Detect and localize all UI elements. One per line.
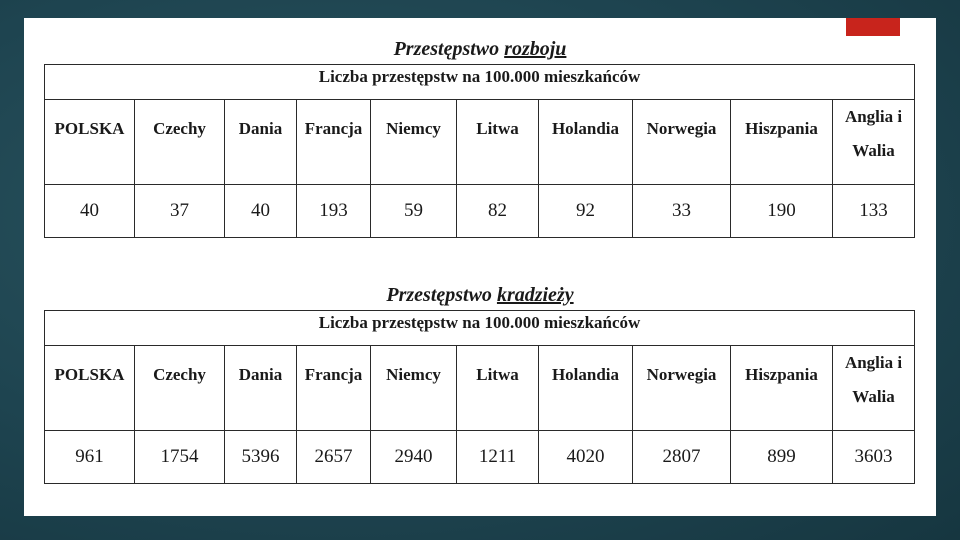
theft-title-prefix: Przestępstwo — [386, 284, 497, 306]
table-cell: 37 — [135, 185, 225, 238]
table-cell: 2657 — [297, 431, 371, 484]
slide — [24, 18, 936, 516]
table-cell: 33 — [633, 185, 731, 238]
robbery-value-row — [45, 185, 915, 238]
column-header: Norwegia — [633, 346, 731, 431]
table-cell: 82 — [457, 185, 539, 238]
column-header: Litwa — [457, 346, 539, 431]
column-header: Hiszpania — [731, 100, 833, 185]
column-header: Anglia i Walia — [833, 100, 915, 185]
table-cell: 2940 — [371, 431, 457, 484]
table-cell: 1211 — [457, 431, 539, 484]
robbery-table — [44, 64, 915, 238]
table-cell: 133 — [833, 185, 915, 238]
table-cell: 1754 — [135, 431, 225, 484]
table-cell: 5396 — [225, 431, 297, 484]
theft-title-underlined: kradzieży — [496, 284, 574, 306]
column-header: Norwegia — [633, 100, 731, 185]
theft-title — [24, 284, 936, 307]
table-cell: 40 — [45, 185, 135, 238]
column-header: Hiszpania — [731, 346, 833, 431]
table-cell: 190 — [731, 185, 833, 238]
column-header: Francja — [297, 100, 371, 185]
table-cell: 92 — [539, 185, 633, 238]
theft-table-caption: Liczba przestępstw na 100.000 mieszkańców — [45, 311, 915, 346]
column-header: Czechy — [135, 346, 225, 431]
column-header: Niemcy — [371, 100, 457, 185]
theft-header-row — [45, 346, 915, 431]
column-header: Anglia i Walia — [833, 346, 915, 431]
column-header: Czechy — [135, 100, 225, 185]
table-cell: 2807 — [633, 431, 731, 484]
column-header: Niemcy — [371, 346, 457, 431]
column-header: Holandia — [539, 346, 633, 431]
table-cell: 40 — [225, 185, 297, 238]
column-header: POLSKA — [45, 100, 135, 185]
table-cell: 4020 — [539, 431, 633, 484]
column-header: Holandia — [539, 100, 633, 185]
column-header: POLSKA — [45, 346, 135, 431]
table-cell: 961 — [45, 431, 135, 484]
robbery-title-prefix: Przestępstwo — [393, 38, 505, 60]
theft-table — [44, 310, 915, 484]
table-cell: 899 — [731, 431, 833, 484]
table-cell: 3603 — [833, 431, 915, 484]
robbery-title-underlined: rozboju — [504, 38, 567, 60]
robbery-table-caption: Liczba przestępstw na 100.000 mieszkańców — [45, 65, 915, 100]
column-header: Litwa — [457, 100, 539, 185]
accent-bar — [846, 18, 900, 36]
robbery-title — [24, 38, 936, 61]
theft-value-row — [45, 431, 915, 484]
column-header: Dania — [225, 346, 297, 431]
table-cell: 193 — [297, 185, 371, 238]
table-cell: 59 — [371, 185, 457, 238]
column-header: Francja — [297, 346, 371, 431]
robbery-header-row — [45, 100, 915, 185]
column-header: Dania — [225, 100, 297, 185]
